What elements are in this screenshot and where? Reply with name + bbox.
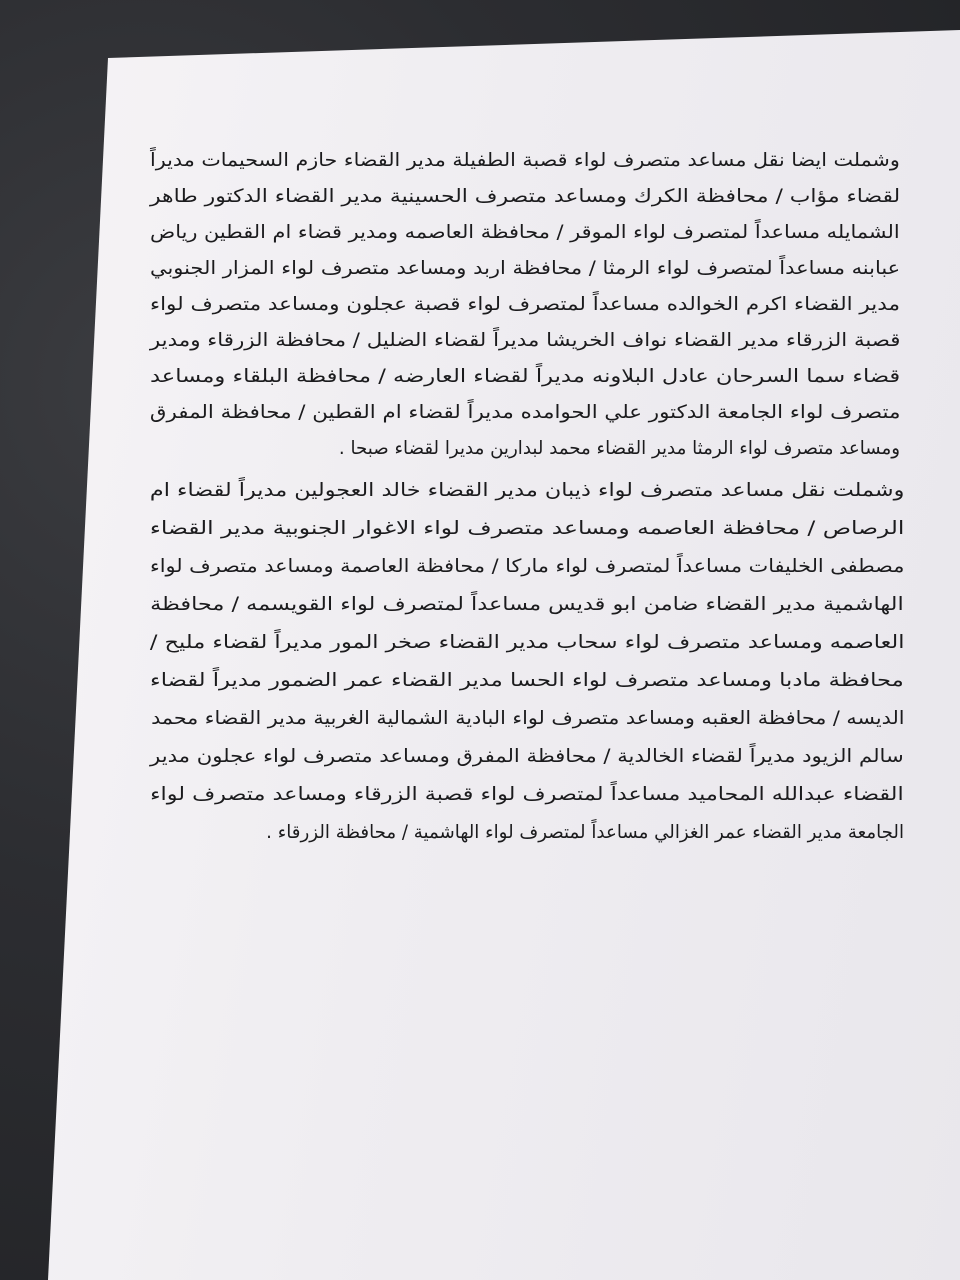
- paragraph-1-line-4: عبابنه مساعداً لمتصرف لواء الرمثا / محافظة اربد ومساعد متصرف لواء المزار الجنوبي: [149, 258, 900, 279]
- paragraph-1-line-7: قضاء سما السرحان عادل البلاونه مديراً لقضاء العارضه / محافظة البلقاء ومساعد: [149, 366, 900, 387]
- paragraph-1-line-5: مدير القضاء اكرم الخوالده مساعداً لمتصرف لواء قصبة عجلون ومساعد متصرف لواء: [150, 294, 900, 315]
- paragraph-1: [150, 150, 900, 490]
- paragraph-2: [150, 480, 904, 890]
- paragraph-1-line-6: قصبة الزرقاء مدير القضاء نواف الخريشا مديراً لقضاء الضليل / محافظة الزرقاء ومدير: [149, 330, 900, 351]
- paragraph-2-line-6: محافظة مادبا ومساعد متصرف لواء الحسا مدير القضاء عمر الضمور مديراً لقضاء: [150, 670, 904, 691]
- paragraph-2-line-7: الديسه / محافظة العقبه ومساعد متصرف لواء البادية الشمالية الغربية مدير القضاء محمد: [150, 708, 904, 729]
- paragraph-2-line-2: الرصاص / محافظة العاصمه ومساعد متصرف لواء الاغوار الجنوبية مدير القضاء: [149, 518, 904, 539]
- paragraph-2-line-5: العاصمه ومساعد متصرف لواء سحاب مدير القضاء صخر المور مديراً لقضاء مليح /: [149, 632, 904, 653]
- paragraph-2-line-1: وشملت نقل مساعد متصرف لواء ذيبان مدير القضاء خالد العجولين مديراً لقضاء ام: [149, 480, 904, 501]
- paragraph-2-line-3: مصطفى الخليفات مساعداً لمتصرف لواء ماركا / محافظة العاصمة ومساعد متصرف لواء: [149, 556, 904, 577]
- paragraph-1-line-1: وشملت ايضا نقل مساعد متصرف لواء قصبة الطفيلة مدير القضاء حازم السحيمات مديراً: [150, 150, 900, 171]
- paragraph-2-line-8: سالم الزيود مديراً لقضاء الخالدية / محافظة المفرق ومساعد متصرف لواء عجلون مدير: [150, 746, 904, 767]
- paragraph-1-line-8: متصرف لواء الجامعة الدكتور علي الحوامده مديراً لقضاء ام القطين / محافظة المفرق: [149, 402, 900, 423]
- paragraph-1-line-3: الشمايله مساعداً لمتصرف لواء الموقر / محافظة العاصمه ومدير قضاء ام القطين رياض: [150, 222, 900, 243]
- paragraph-2-line-10: الجامعة مدير القضاء عمر الغزالي مساعداً لمتصرف لواء الهاشمية / محافظة الزرقاء .: [266, 822, 904, 843]
- paragraph-2-line-4: الهاشمية مدير القضاء ضامن ابو قديس مساعداً لمتصرف لواء القويسمه / محافظة: [150, 594, 904, 615]
- paragraph-2-line-9: القضاء عبدالله المحاميد مساعداً لمتصرف لواء قصبة الزرقاء ومساعد متصرف لواء: [150, 784, 904, 805]
- paragraph-1-line-2: لقضاء مؤاب / محافظة الكرك ومساعد متصرف الحسينية مدير القضاء الدكتور طاهر: [149, 186, 900, 207]
- paragraph-1-line-9: ومساعد متصرف لواء الرمثا مدير القضاء محمد لبدارين مديرا لقضاء صبحا .: [338, 438, 900, 459]
